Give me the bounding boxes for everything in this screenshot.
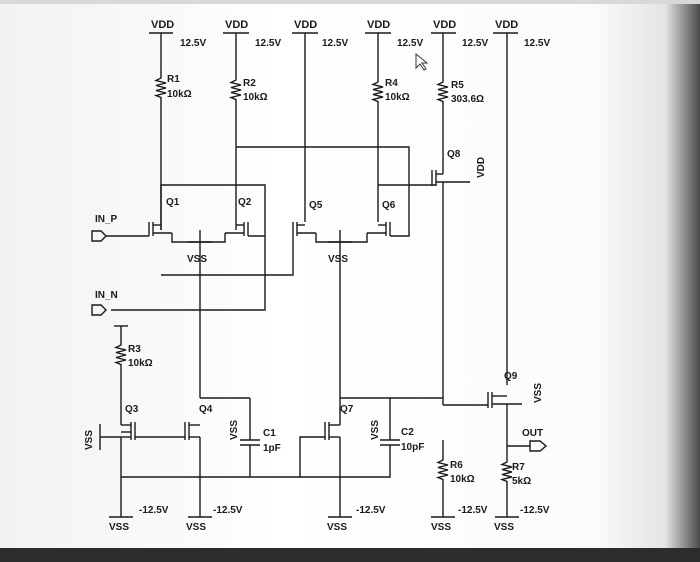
vss-label: VSS (84, 429, 95, 450)
vdd-supply-1 (149, 19, 206, 62)
vdd-supply-5 (431, 19, 488, 70)
transistor-q5 (293, 192, 323, 236)
resistor-r2-name: R2 (243, 78, 256, 89)
transistor-q3 (121, 404, 185, 517)
resistor-r5 (438, 70, 484, 165)
transistor-q1 (149, 197, 180, 236)
vdd-voltage: 12.5V (462, 38, 489, 49)
vss-label: VSS (370, 419, 381, 440)
vss-voltage: -12.5V (213, 505, 243, 516)
resistor-r4-value: 10kΩ (385, 92, 410, 103)
resistor-r1-value: 10kΩ (167, 89, 192, 100)
vdd-voltage: 12.5V (255, 38, 282, 49)
vdd-voltage: 12.5V (524, 38, 551, 49)
resistor-r5-name: R5 (451, 80, 464, 91)
vss-label: VSS (187, 254, 208, 265)
vss-supply-1 (109, 505, 169, 533)
resistor-r6-value: 10kΩ (450, 474, 475, 485)
vdd-voltage: 12.5V (397, 38, 424, 49)
resistor-r2-value: 10kΩ (243, 92, 268, 103)
capacitor-c1-name: C1 (263, 428, 276, 439)
vdd-label: VDD (367, 19, 391, 31)
diffpair-2-wiring (161, 147, 436, 425)
vdd-supply-3 (292, 19, 348, 192)
transistor-q9-label: Q9 (504, 371, 518, 382)
resistor-r6-name: R6 (450, 460, 463, 471)
transistor-q8 (432, 149, 487, 405)
capacitor-c2-value: 10pF (401, 442, 425, 453)
vdd-label: VDD (476, 156, 487, 178)
vss-label: VSS (533, 382, 544, 403)
vss-label: VSS (109, 522, 130, 533)
port-out-label: OUT (522, 428, 544, 439)
vss-label: VSS (327, 522, 348, 533)
transistor-q1-label: Q1 (166, 197, 180, 208)
resistor-r7-value: 5kΩ (512, 476, 532, 487)
vss-supply-4 (431, 505, 488, 533)
transistor-q5-label: Q5 (309, 200, 323, 211)
vss-left (84, 424, 121, 450)
transistor-q7-label: Q7 (340, 404, 354, 415)
capacitor-c2-name: C2 (401, 427, 414, 438)
vss-voltage: -12.5V (458, 505, 488, 516)
transistor-q4 (185, 404, 240, 517)
transistor-q3-label: Q3 (125, 404, 139, 415)
transistor-q6-label: Q6 (382, 200, 396, 211)
resistor-r3-name: R3 (128, 344, 141, 355)
vss-voltage: -12.5V (139, 505, 169, 516)
vss-supply-3 (327, 505, 386, 533)
resistor-r4-name: R4 (385, 78, 398, 89)
vss-voltage: -12.5V (356, 505, 386, 516)
transistor-q6 (367, 200, 396, 236)
port-in-n (92, 290, 118, 315)
cursor-icon (416, 54, 427, 70)
vdd-supply-2 (223, 19, 281, 62)
vss-voltage: -12.5V (520, 505, 550, 516)
port-out (522, 428, 546, 451)
transistor-q2-label: Q2 (238, 197, 252, 208)
resistor-r3-value: 10kΩ (128, 358, 153, 369)
transistor-q4-label: Q4 (199, 404, 213, 415)
resistor-r1-name: R1 (167, 74, 180, 85)
capacitor-c1-value: 1pF (263, 443, 281, 454)
transistor-q2 (225, 197, 252, 236)
vss-label: VSS (328, 254, 349, 265)
vdd-voltage: 12.5V (180, 38, 207, 49)
vss-label: VSS (494, 522, 515, 533)
vdd-label: VDD (495, 19, 519, 31)
vss-label: VSS (186, 522, 207, 533)
port-in-n-label: IN_N (95, 290, 118, 301)
resistor-r7-name: R7 (512, 462, 525, 473)
vdd-label: VDD (151, 19, 175, 31)
resistor-r5-value: 303.6Ω (451, 94, 485, 105)
vss-supply-2 (186, 505, 243, 533)
transistor-q8-label: Q8 (447, 149, 461, 160)
vdd-label: VDD (294, 19, 318, 31)
vdd-supply-6 (493, 19, 550, 385)
port-in-p-label: IN_P (95, 214, 118, 225)
vdd-supply-4 (365, 19, 423, 72)
port-in-p (92, 214, 118, 241)
vdd-voltage: 12.5V (322, 38, 349, 49)
vss-label: VSS (431, 522, 452, 533)
vss-supply-5 (494, 505, 550, 533)
vdd-label: VDD (433, 19, 457, 31)
transistor-q7 (121, 404, 381, 517)
vss-label: VSS (229, 419, 240, 440)
vdd-label: VDD (225, 19, 249, 31)
